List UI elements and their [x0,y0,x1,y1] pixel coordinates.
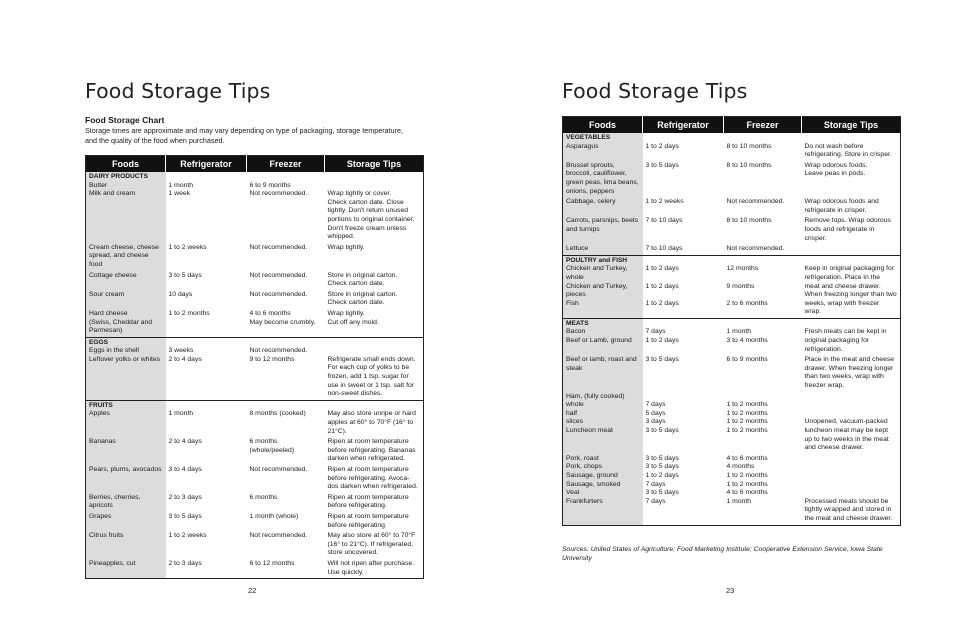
cell-text: Cottage cheese [89,271,137,279]
refrigerator-cell [166,400,247,437]
column-header: Freezer [247,156,325,173]
food-cell [86,512,166,531]
freezer-cell [724,454,802,525]
section-heading: MEATS [566,319,589,327]
cell-text: 1 to 2 days [645,142,679,150]
storage-tip-cell [325,531,424,559]
cell-text: Ripen at room temperature before refrigerating. Avoca-dos darken when refrigerated. [327,466,418,491]
cell-text: Pork, roast Pork, chops Sausage, ground Sausage, smoked Veal Frankfurters [566,454,621,505]
table-row [86,531,424,559]
cell-text: 7 days 1 to 2 days [645,328,679,345]
cell-text: Butter Milk and cream [89,181,136,198]
food-cell [563,216,643,244]
cell-text: Pineapples, cut [89,559,136,567]
cell-text: Cream cheese, cheese spread, and cheese food [89,243,159,268]
cell-text: Carrots, parsnips, beets and turnips [566,217,639,233]
cell-text: Asparagus [566,142,599,150]
food-cell [86,437,166,465]
table-row [86,559,424,579]
freezer-cell [724,355,802,391]
cell-text: 3 to 5 days [645,356,679,364]
cell-text: 6 to 12 months [249,559,295,567]
freezer-cell [247,290,325,309]
cell-text: Bananas [89,438,116,446]
refrigerator-cell [166,309,247,337]
table-row [563,454,901,525]
cell-text: Wrap tightly. Cut off any mold. [327,309,379,326]
storage-tip-cell [802,133,901,161]
cell-text: Not recommended. [249,271,308,279]
table-row [86,243,424,271]
storage-tip-cell [802,244,901,255]
cell-text: Bacon Beef or Lamb, ground [566,328,632,345]
cell-text: 12 months 9 months 2 to 6 months [726,265,768,307]
cell-text: 8 to 10 months [726,142,772,150]
refrigerator-cell [166,531,247,559]
storage-tip-cell [802,454,901,525]
food-cell [563,244,643,255]
cell-text: Wrap odorous foods and refrigerate in crisper. [804,198,879,214]
refrigerator-cell [166,172,247,243]
storage-tip-cell [325,559,424,579]
cell-text: Citrus fruits [89,532,124,540]
food-cell [563,454,643,525]
cell-text: Do not wash before refrigerating. Store in crisper. [804,142,892,159]
freezer-cell [247,309,325,337]
food-cell [86,337,166,400]
cell-text: Not recommended. [249,532,308,540]
refrigerator-cell [166,290,247,309]
cell-text: Remove tops. Wrap odorous foods and refrigerate in crisper. [804,217,891,242]
cell-text: 3 to 4 days [168,466,202,473]
freezer-cell [247,172,325,243]
food-cell [86,172,166,243]
refrigerator-cell [643,216,724,244]
storage-tip-cell [325,290,424,309]
cell-text: 3 weeks 2 to 4 days [168,347,202,363]
food-cell [86,400,166,437]
refrigerator-cell [166,559,247,579]
food-cell [86,559,166,579]
cell-text: Pears, plums, avocados [89,466,162,473]
cell-text: Ham, (fully cooked) whole half slices Luncheon meat [566,392,625,434]
cell-text: 1 to 2 weeks [168,532,207,540]
freezer-cell [724,244,802,255]
cell-text: 1 to 2 weeks [645,198,684,206]
freezer-cell [724,392,802,454]
freezer-cell [247,531,325,559]
food-cell [86,309,166,337]
column-header: Storage Tips [802,117,901,134]
freezer-cell [724,255,802,318]
cell-text: 1 month (whole) [249,512,299,520]
sources-text: United States of Agriculture; Food Marketing Institute; Cooperative Extension Service, Iowa State University [562,546,883,562]
column-header: Foods [86,156,166,173]
cell-text: Not recommended. [249,466,308,473]
refrigerator-cell [166,493,247,512]
table-row [563,392,901,454]
storage-tip-cell [325,400,424,437]
section-heading: POULTRY and FISH [566,256,628,264]
cell-text: Refrigerate small ends down. For each cup of yolks to be frozen, add 1 tsp. sugar for use in sweet or 1 tsp. salt for non-sweet dishes. [327,355,416,398]
cell-text: Not recommended. [726,198,785,206]
refrigerator-cell [643,255,724,318]
storage-tip-cell [802,392,901,454]
storage-tip-cell [325,437,424,465]
page-number: 23 [726,586,735,595]
section-heading: VEGETABLES [566,134,611,141]
cell-text: Store in original carton. Check carton date. [327,271,398,288]
cell-text: Wrap tightly. [327,243,365,251]
cell-text: 4 to 6 months May become crumbly. [249,309,316,326]
storage-tip-cell [802,355,901,391]
cell-text: 6 months [249,493,278,501]
cell-text: Apples [89,410,110,418]
cell-text: Processed meats should be tightly wrapped and stored in the meat and cheese drawer. [804,497,893,522]
section-heading: DAIRY PRODUCTS [89,173,148,180]
cell-text: 3 to 5 days [168,512,202,520]
storage-tip-cell [325,337,424,400]
table-row [86,493,424,512]
food-cell [86,271,166,290]
cell-text: Ripen at room temperature before refrigerating. [327,512,409,529]
storage-tip-cell [325,271,424,290]
food-cell [86,290,166,309]
cell-text: 1 to 2 months [168,309,210,317]
refrigerator-cell [643,244,724,255]
refrigerator-cell [643,318,724,355]
cell-text: 7 days 5 days 3 days 3 to 5 days [645,401,679,434]
freezer-cell [247,337,325,400]
cell-text: Berries, cherries, apricots [89,493,141,510]
cell-text: Wrap tightly or cover. Check carton date. Close tightly. Don't return unused portions to original container. Don't freeze cream unless whipped. [327,190,415,241]
cell-text: 4 to 6 months 4 months 1 to 2 months 1 to 2 months 4 to 6 months 1 month [726,454,768,505]
cell-text: 2 to 4 days [168,438,202,446]
freezer-cell [724,216,802,244]
cell-text: Fresh meats can be kept in original packaging for refrigeration. [804,328,887,353]
storage-tip-cell [802,318,901,355]
storage-tip-cell [325,493,424,512]
cell-text: Ripen at room temperature before refrigerating. [327,493,409,510]
food-cell [86,493,166,512]
cell-text: 7 to 10 days [645,245,683,253]
page-title: Food Storage Tips [85,79,271,103]
table-row [563,161,901,197]
storage-table-right [562,116,901,526]
freezer-cell [247,512,325,531]
freezer-cell [247,465,325,493]
table-row [563,197,901,216]
section-heading: EGGS [89,338,109,346]
cell-text: 6 months (whole/peeled) [249,438,295,454]
freezer-cell [247,437,325,465]
food-cell [86,531,166,559]
storage-tip-cell [325,512,424,531]
storage-tip-cell [325,309,424,337]
refrigerator-cell [166,243,247,271]
table-row [86,337,424,400]
refrigerator-cell [643,161,724,197]
cell-text: Hard cheese (Swiss, Cheddar and Parmesan) [89,309,153,335]
column-header: Freezer [724,117,802,134]
sources-label: Sources: [562,546,589,553]
freezer-cell [724,318,802,355]
freezer-cell [724,133,802,161]
cell-text: Will not ripen after purchase. Use quickly. [327,559,415,576]
freezer-cell [724,197,802,216]
storage-tip-cell [325,172,424,243]
chart-heading: Food Storage Chart [85,115,165,125]
cell-text: Brussel sprouts, broccoli, cauliflower, green peas, lima beans, onions, peppers [566,161,639,195]
storage-tip-cell [802,197,901,216]
cell-text: Cabbage, celery [566,198,616,206]
cell-text: Eggs in the shell Leftover yolks or whites [89,347,161,363]
cell-text: 3 to 5 days [645,161,679,169]
food-cell [86,243,166,271]
chart-intro: Storage times are approximate and may vary depending on type of packaging, storage temperature, and the quality of the food when purchased. [85,126,404,145]
table-row [563,133,901,161]
page-number: 22 [248,586,257,595]
table-row [86,309,424,337]
cell-text: Unopened, vacuum-packed luncheon meat may be kept up to two weeks in the meat and cheese drawer. [804,418,889,452]
table-row [86,271,424,290]
freezer-cell [247,493,325,512]
column-header: Refrigerator [643,117,724,134]
cell-text: 3 to 5 days 3 to 5 days 1 to 2 days 7 days 3 to 5 days 7 days [645,454,679,505]
table-row [86,400,424,437]
cell-text: Ripen at room temperature before refrigerating. Bananas darken when refrigerated. [327,438,416,463]
cell-text: Not recommended. [249,290,308,298]
cell-text: Lettuce [566,245,589,253]
cell-text: May also store unripe or hard apples at 60° to 70°F (16° to 21°C). [327,410,416,435]
cell-text: 6 to 9 months [726,356,768,364]
refrigerator-cell [166,437,247,465]
page-title: Food Storage Tips [562,79,748,103]
refrigerator-cell [643,355,724,391]
cell-text: Wrap odorous foods. Leave peas in pods. [804,161,868,178]
refrigerator-cell [643,197,724,216]
cell-text: 1 month [168,410,194,418]
cell-text: 2 to 3 days [168,559,202,567]
section-heading: FRUITS [89,401,113,409]
cell-text: Place in the meat and cheese drawer. When freezing longer than two weeks, wrap with freezer wrap. [804,356,895,390]
storage-tip-cell [325,243,424,271]
food-cell [563,197,643,216]
table-row [563,255,901,318]
refrigerator-cell [643,392,724,454]
sources-note [562,545,912,563]
cell-text: Beef or lamb, roast and steak [566,356,637,372]
cell-text: Keep in original packaging for refrigeration. Place in the meat and cheese drawer. When freezing longer than two weeks, wrap with freezer wrap. [804,265,897,316]
cell-text: 8 months (cooked) [249,410,306,418]
cell-text: 3 to 5 days [168,271,202,279]
refrigerator-cell [166,271,247,290]
cell-text: 1 to 2 days 1 to 2 days 1 to 2 days [645,265,679,307]
table-row [86,290,424,309]
food-cell [563,355,643,391]
freezer-cell [724,161,802,197]
cell-text: 1 month 1 week [168,181,194,198]
cell-text: 1 to 2 weeks [168,243,207,251]
cell-text: Not recommended. 9 to 12 months [249,347,308,363]
food-cell [563,161,643,197]
refrigerator-cell [643,454,724,525]
refrigerator-cell [166,512,247,531]
refrigerator-cell [643,133,724,161]
table-row [86,512,424,531]
cell-text: Grapes [89,512,112,520]
cell-text: 1 month 3 to 4 months [726,328,768,345]
food-cell [86,465,166,493]
freezer-cell [247,559,325,579]
cell-text: Store in original carton. Check carton date. [327,290,398,307]
cell-text: Not recommended. [249,243,308,251]
right-page [477,0,954,618]
table-row [86,437,424,465]
cell-text: 10 days [168,290,193,298]
table-row [86,172,424,243]
food-cell [563,318,643,355]
freezer-cell [247,243,325,271]
food-cell [563,392,643,454]
table-row [563,244,901,255]
table-row [563,355,901,391]
storage-table-left [85,155,424,579]
cell-text: 8 to 10 months [726,161,772,169]
column-header: Refrigerator [166,156,247,173]
cell-text: 1 to 2 months 1 to 2 months 1 to 2 months 1 to 2 months [726,401,768,434]
column-header: Foods [563,117,643,134]
cell-text: Not recommended. [726,245,785,253]
table-row [563,318,901,355]
table-row [563,216,901,244]
cell-text: 8 to 10 months [726,217,772,225]
storage-tip-cell [802,216,901,244]
storage-tip-cell [325,465,424,493]
cell-text: 7 to 10 days [645,217,683,225]
table-row [86,465,424,493]
cell-text: Chicken and Turkey, whole Chicken and Turkey, pieces Fish [566,265,628,307]
freezer-cell [247,271,325,290]
storage-tip-cell [802,161,901,197]
refrigerator-cell [166,337,247,400]
refrigerator-cell [166,465,247,493]
cell-text: 6 to 9 months Not recommended. [249,181,308,198]
storage-tip-cell [802,255,901,318]
freezer-cell [247,400,325,437]
food-cell [563,255,643,318]
cell-text: Sour cream [89,290,125,298]
column-header: Storage Tips [325,156,424,173]
food-cell [563,133,643,161]
cell-text: May also store at 60° to 70°F (16° to 21°C). If refrigerated, store uncovered. [327,532,416,557]
cell-text: 2 to 3 days [168,493,202,501]
